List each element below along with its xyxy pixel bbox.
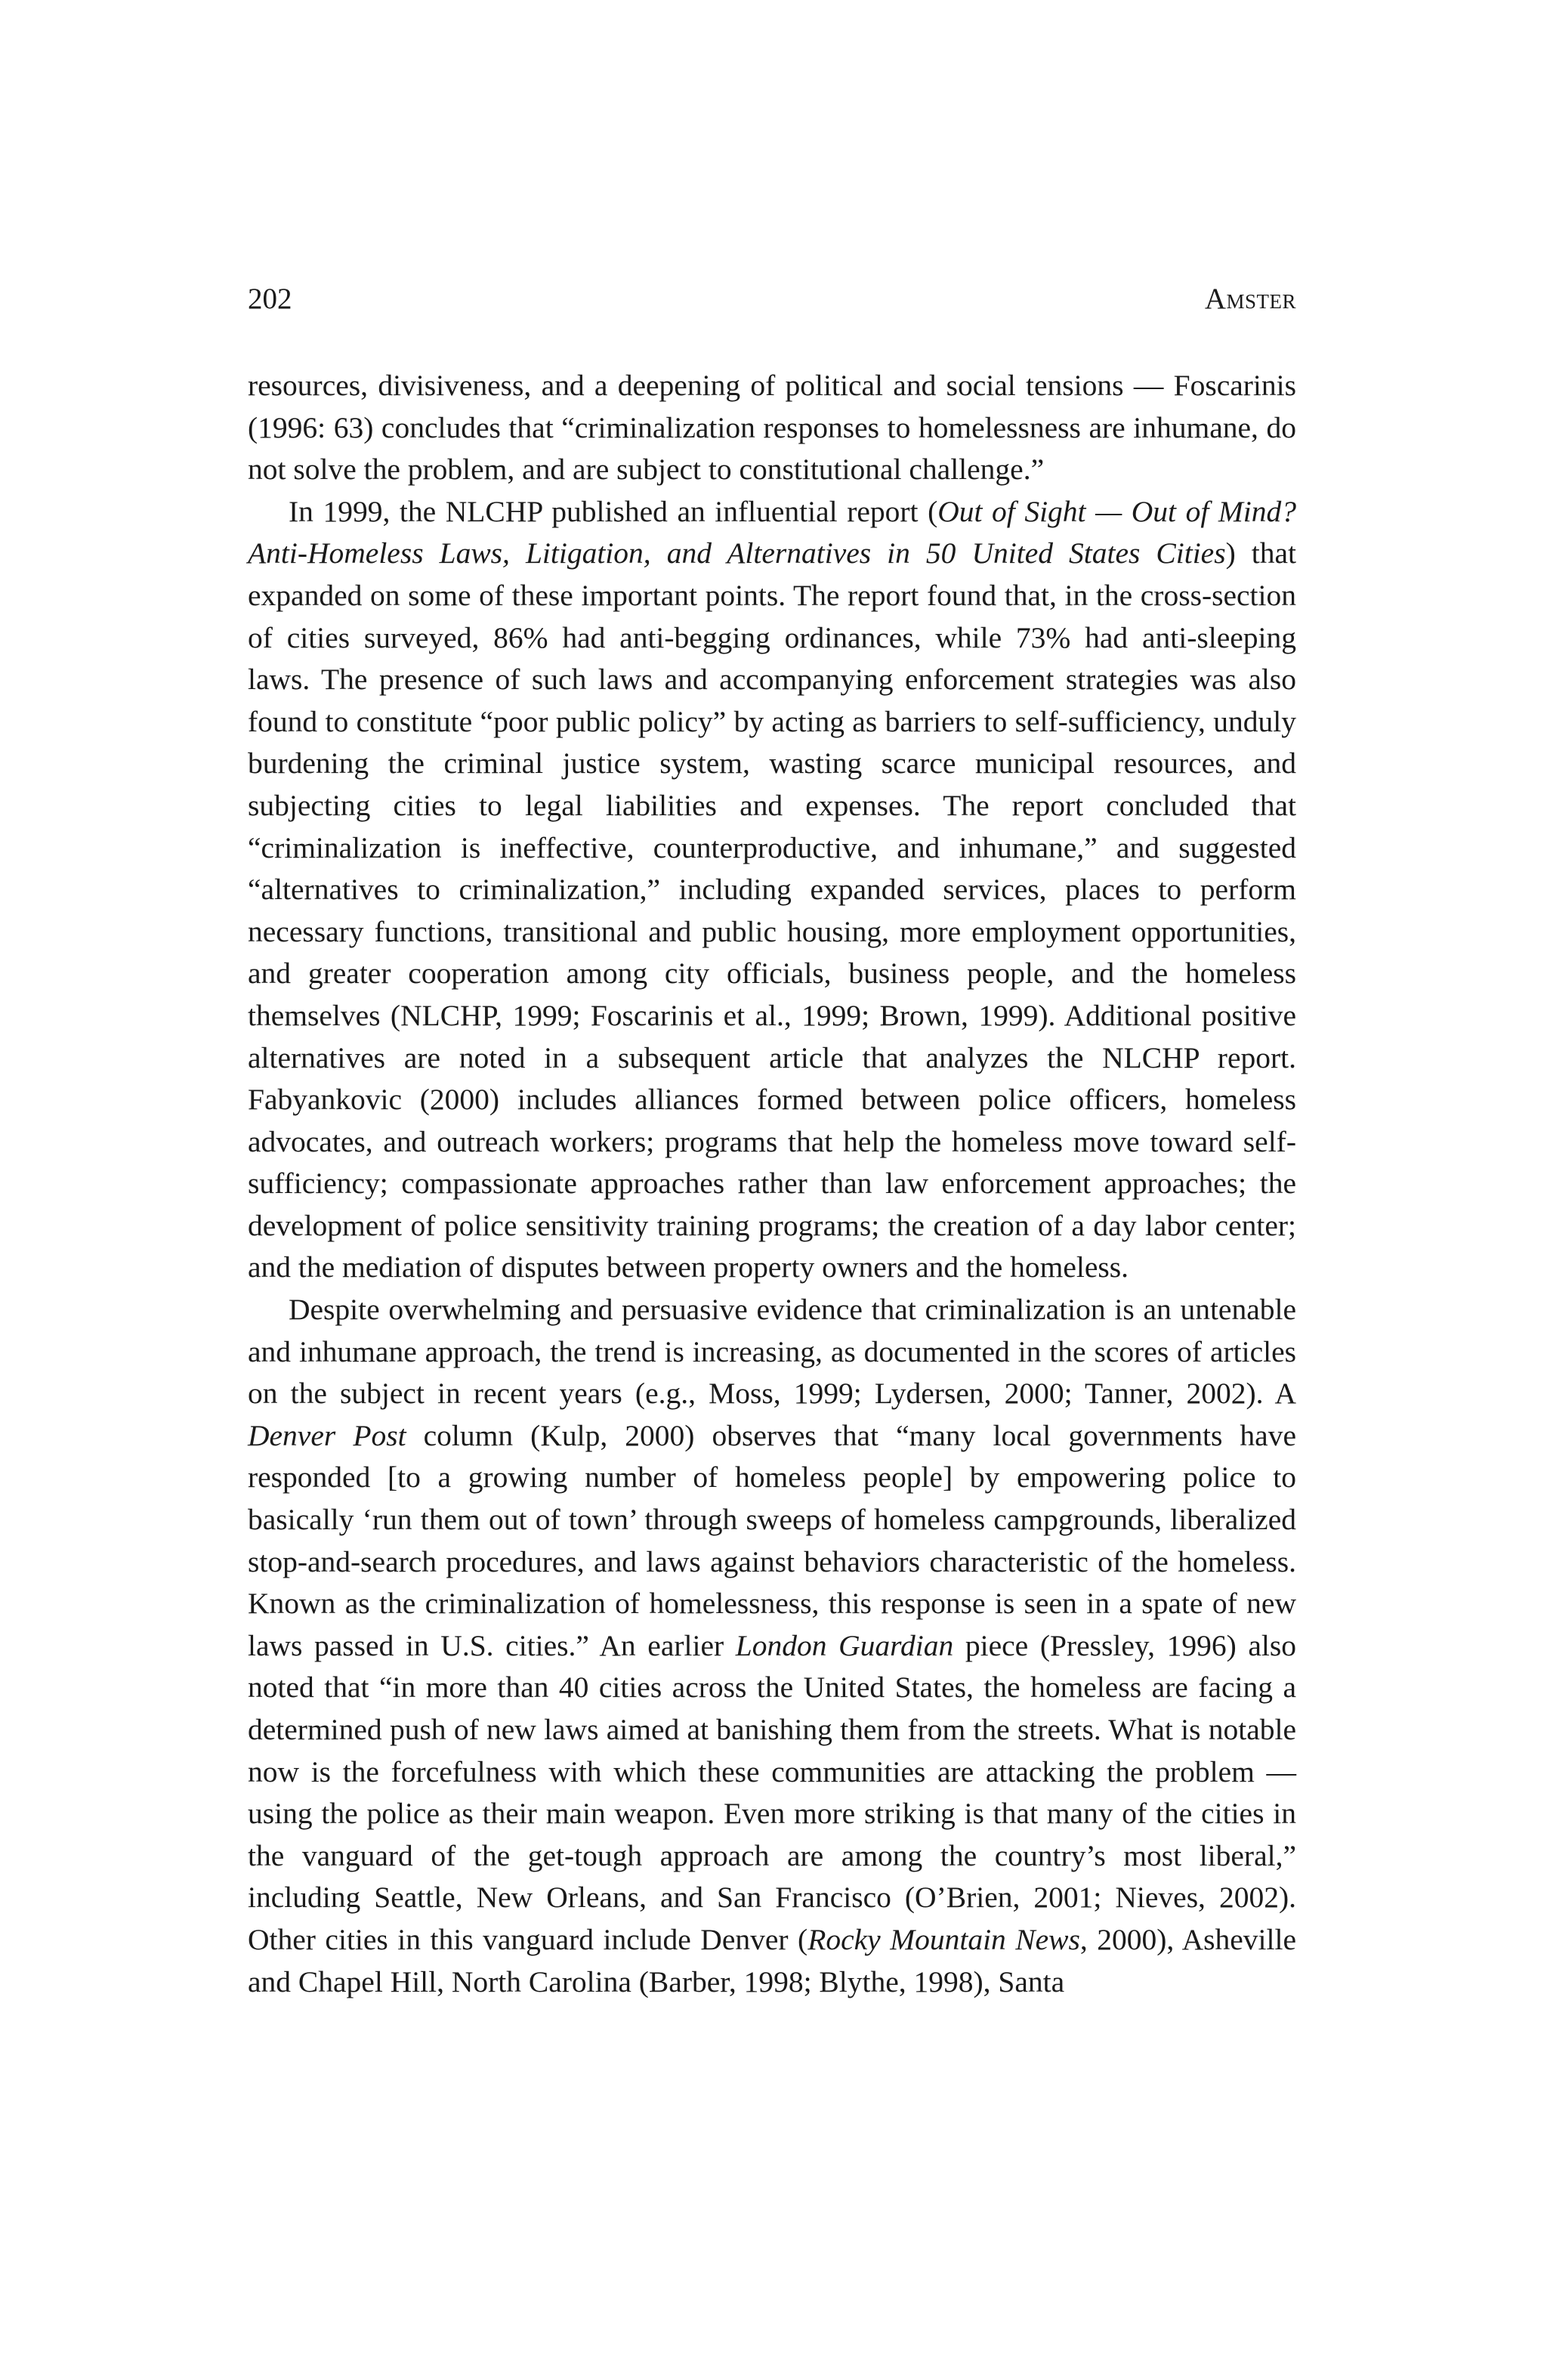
publication-title: Denver Post: [248, 1418, 406, 1452]
text-segment: , 2000), Asheville and Chapel Hill, North Carolina (Barber, 1998; Blythe, 1998), Santa: [248, 1922, 1296, 1998]
text-segment: column (Kulp, 2000) observes that “many local governments have responded [to a growing number of homeless people] by empowering police to basically ‘run them out of town’ through sweeps of homeless campgrounds, liberalized stop-and-search procedures, and laws against behaviors characteristic of the homeless. Known as the criminalization of homelessness, this response is seen in a spate of new laws passed in U.S. cities.” An earlier: [248, 1418, 1296, 1662]
text-segment: ) that expanded on some of these important points. The report found that, in the cross-section of cities surveyed, 86% had anti-begging ordinances, while 73% had anti-sleeping laws. The presence of such laws and accompanying enforcement strategies was also found to constitute “poor public policy” by acting as barriers to self-sufficiency, unduly burdening the criminal justice system, wasting scarce municipal resources, and subjecting cities to legal liabilities and expenses. The report concluded that “criminalization is ineffective, counterproductive, and inhumane,” and suggested “alternatives to criminalization,” including expanded services, places to perform necessary functions, transitional and public housing, more employment opportunities, and greater cooperation among city officials, business people, and the homeless themselves (NLCHP, 1999; Foscarinis et al., 1999; Brown, 1999). Additional positive alternatives are noted in a subsequent article that analyzes the NLCHP report. Fabyankovic (2000) includes alliances formed between police officers, homeless advocates, and outreach workers; programs that help the homeless move toward self-sufficiency; compassionate approaches rather than law enforcement approaches; the development of police sensitivity training programs; the creation of a day labor center; and the mediation of disputes between property owners and the homeless.: [248, 536, 1296, 1284]
text-segment: resources, divisiveness, and a deepening of political and social tensions — Foscarinis (1996: 63) concludes that “criminalization responses to homelessness are inhumane, do not solve the problem, and are subject to constitutional challenge.”: [248, 369, 1296, 487]
paragraph-continuation: [248, 365, 1296, 491]
text-segment: Despite overwhelming and persuasive evidence that criminalization is an untenable and inhumane approach, the trend is increasing, as documented in the scores of articles on the subject in recent years (e.g., Moss, 1999; Lydersen, 2000; Tanner, 2002). A: [248, 1293, 1296, 1411]
publication-title: Rocky Mountain News: [807, 1922, 1080, 1956]
paragraph-criminalization-trend: [248, 1289, 1296, 2003]
paragraph-nlchp-report: [248, 491, 1296, 1289]
document-page: [248, 277, 1296, 2003]
page-number: 202: [248, 283, 292, 315]
body-text: [248, 365, 1296, 2003]
running-head: [248, 277, 1296, 322]
text-segment: piece (Pressley, 1996) also noted that “in more than 40 cities across the United States, the homeless are facing a determined push of new laws aimed at banishing them from the streets. What is notable now is the forcefulness with which these communities are attacking the problem — using the police as their main weapon. Even more striking is that many of the cities in the vanguard of the get-tough approach are among the country’s most liberal,” including Seattle, New Orleans, and San Francisco (O’Brien, 2001; Nieves, 2002). Other cities in this vanguard include Denver (: [248, 1628, 1296, 1956]
report-title: Out of Sight — Out of Mind? Anti-Homeless Laws, Litigation, and Alternatives in 50 United States Cities: [248, 494, 1296, 570]
running-title: Amster: [1204, 283, 1296, 315]
publication-title: London Guardian: [735, 1628, 954, 1662]
text-segment: In 1999, the NLCHP published an influential report (: [289, 494, 938, 528]
